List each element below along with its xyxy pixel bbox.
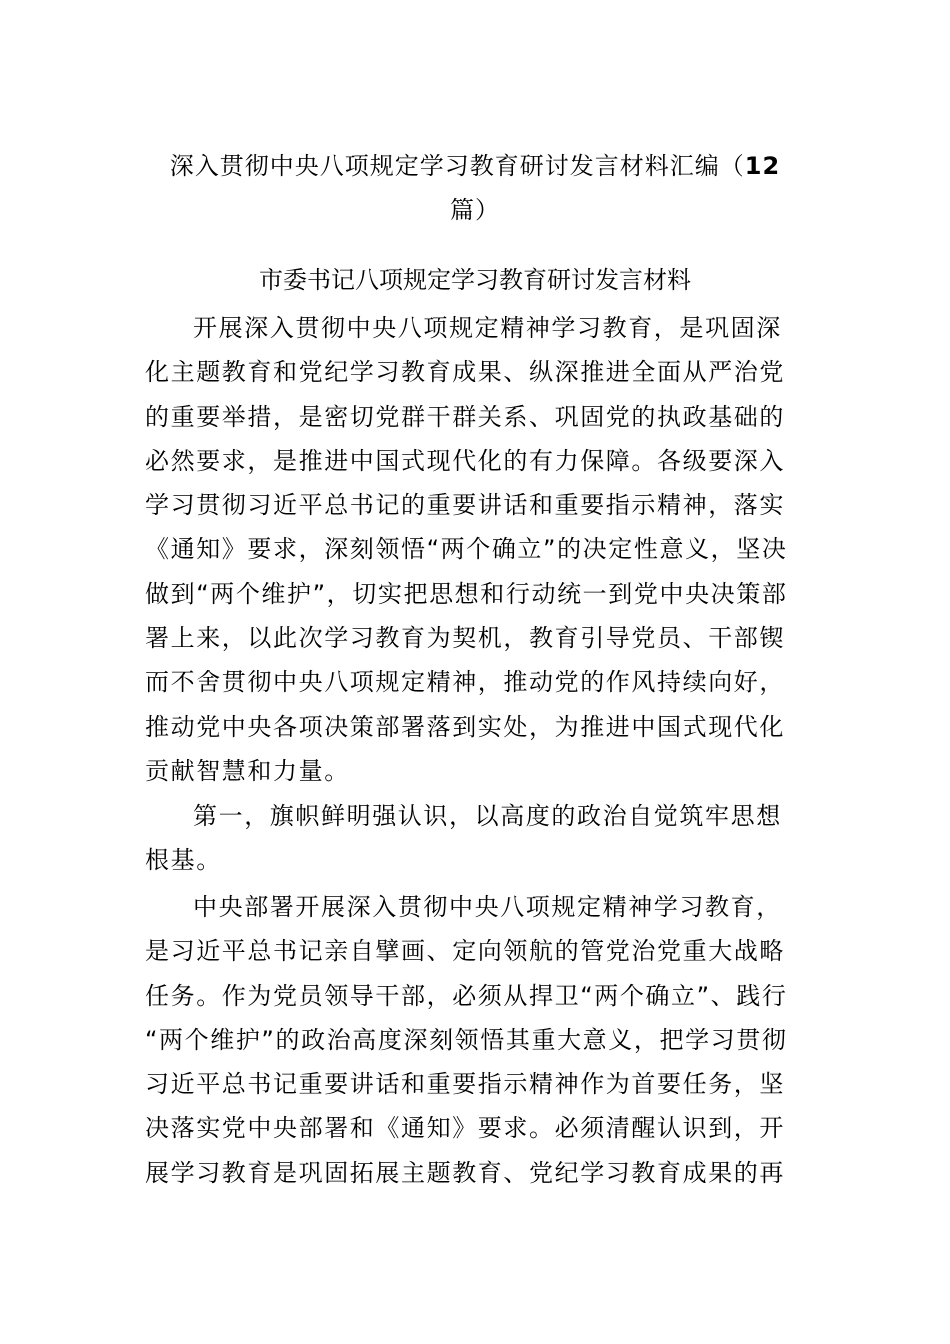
paragraph-line: “两个维护”的政治高度深刻领悟其重大意义，把学习贯彻	[145, 1025, 788, 1054]
paragraph-line: 决落实党中央部署和《通知》要求。必须清醒认识到，开	[145, 1114, 785, 1143]
paragraph-line: 化主题教育和党纪学习教育成果、纵深推进全面从严治党	[145, 358, 785, 387]
paragraph-line: 是习近平总书记亲自擘画、定向领航的管党治党重大战略	[145, 937, 785, 966]
paragraph-line: 学习贯彻习近平总书记的重要讲话和重要指示精神，落实	[145, 491, 785, 520]
paragraph-line: 做到“两个维护”，切实把思想和行动统一到党中央决策部	[145, 579, 788, 608]
paragraph-line: 第一，旗帜鲜明强认识，以高度的政治自觉筑牢思想	[193, 802, 782, 830]
paragraph-line: 中央部署开展深入贯彻中央八项规定精神学习教育，	[193, 893, 782, 921]
paragraph-1	[145, 306, 810, 793]
paragraph-line: 《通知》要求，深刻领悟“两个确立”的决定性意义，坚决	[145, 535, 788, 564]
paragraph-line: 贡献智慧和力量。	[145, 756, 350, 785]
paragraph-2	[145, 794, 810, 883]
paragraph-line: 的重要举措，是密切党群干群关系、巩固党的执政基础的	[145, 402, 785, 431]
paragraph-line: 开展深入贯彻中央八项规定精神学习教育，是巩固深	[193, 314, 782, 342]
title-number: 12	[744, 152, 781, 180]
paragraph-line: 推动党中央各项决策部署落到实处，为推进中国式现代化	[145, 712, 785, 741]
paragraph-line: 署上来，以此次学习教育为契机，教育引导党员、干部锲	[145, 624, 785, 653]
paragraph-line: 根基。	[145, 846, 222, 875]
paragraph-line: 展学习教育是巩固拓展主题教育、党纪学习教育成果的再	[145, 1158, 785, 1187]
paragraph-line: 必然要求，是推进中国式现代化的有力保障。各级要深入	[145, 446, 785, 475]
document-subtitle: 市委书记八项规定学习教育研讨发言材料	[259, 266, 691, 294]
title-text: 深入贯彻中央八项规定学习教育研讨发言材料汇编（	[169, 152, 745, 180]
paragraph-line: 习近平总书记重要讲话和重要指示精神作为首要任务，坚	[145, 1070, 785, 1099]
paragraph-line: 而不舍贯彻中央八项规定精神，推动党的作风持续向好，	[145, 668, 785, 697]
document-title-line-1	[145, 144, 805, 188]
paragraph-3	[145, 885, 810, 1195]
paragraph-line: 任务。作为党员领导干部，必须从捍卫“两个确立”、践行	[145, 981, 788, 1010]
document-title-line-2: 篇）	[450, 196, 500, 224]
